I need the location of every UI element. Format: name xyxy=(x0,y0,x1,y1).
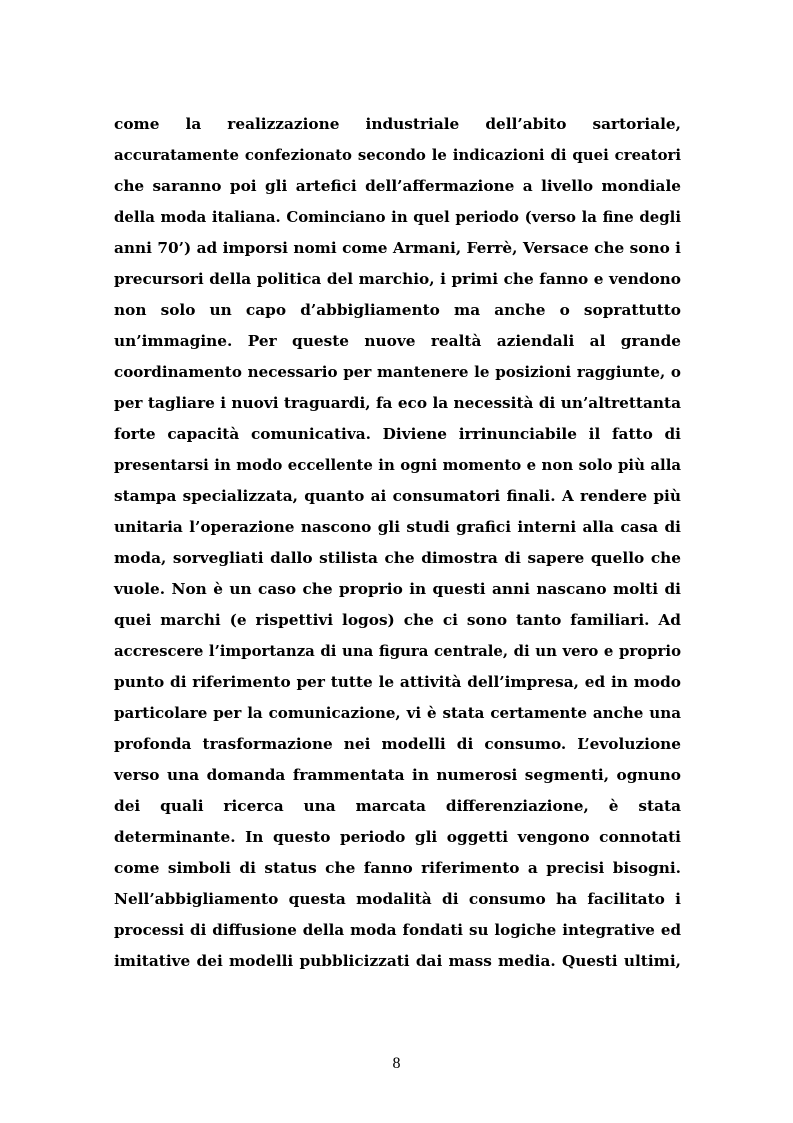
text-line: accuratamente confezionato secondo le indicazioni di quei creatori xyxy=(114,146,681,164)
page-number: 8 xyxy=(392,1055,401,1072)
text-line: particolare per la comunicazione, vi è stata certamente anche una xyxy=(114,704,681,722)
text-line: stampa specializzata, quanto ai consumatori finali. A rendere più xyxy=(114,487,681,505)
text-line: anni 70’) ad imporsi nomi come Armani, Ferrè, Versace che sono i xyxy=(114,239,681,257)
text-line: coordinamento necessario per mantenere le posizioni raggiunte, o xyxy=(114,363,681,381)
text-line: punto di riferimento per tutte le attività dell’impresa, ed in modo xyxy=(114,673,681,691)
body-paragraph xyxy=(114,109,681,977)
text-line: precursori della politica del marchio, i primi che fanno e vendono xyxy=(114,270,681,288)
text-line: come la realizzazione industriale dell’abito sartoriale, xyxy=(114,115,681,133)
text-line: determinante. In questo periodo gli oggetti vengono connotati xyxy=(114,828,681,846)
text-line: forte capacità comunicativa. Diviene irrinunciabile il fatto di xyxy=(114,425,681,443)
text-line: quei marchi (e rispettivi logos) che ci sono tanto familiari. Ad xyxy=(114,611,681,629)
text-line: Nell’abbigliamento questa modalità di consumo ha facilitato i xyxy=(114,890,681,908)
text-line: moda, sorvegliati dallo stilista che dimostra di sapere quello che xyxy=(114,549,681,567)
text-line: profonda trasformazione nei modelli di consumo. L’evoluzione xyxy=(114,735,681,753)
text-line: un’immagine. Per queste nuove realtà aziendali al grande xyxy=(114,332,681,350)
text-line: come simboli di status che fanno riferimento a precisi bisogni. xyxy=(114,859,681,877)
text-line: presentarsi in modo eccellente in ogni momento e non solo più alla xyxy=(114,456,681,474)
text-line: imitative dei modelli pubblicizzati dai mass media. Questi ultimi, xyxy=(114,952,681,970)
text-line: per tagliare i nuovi traguardi, fa eco la necessità di un’altrettanta xyxy=(114,394,681,412)
text-line: verso una domanda frammentata in numerosi segmenti, ognuno xyxy=(114,766,681,784)
text-line: accrescere l’importanza di una figura centrale, di un vero e proprio xyxy=(114,642,681,660)
text-line: unitaria l’operazione nascono gli studi grafici interni alla casa di xyxy=(114,518,681,536)
text-line: che saranno poi gli artefici dell’affermazione a livello mondiale xyxy=(114,177,681,195)
text-line: della moda italiana. Cominciano in quel periodo (verso la fine degli xyxy=(114,208,681,226)
text-line: processi di diffusione della moda fondati su logiche integrative ed xyxy=(114,921,681,939)
text-line: non solo un capo d’abbigliamento ma anche o soprattutto xyxy=(114,301,681,319)
text-line: vuole. Non è un caso che proprio in questi anni nascano molti di xyxy=(114,580,681,598)
text-line: dei quali ricerca una marcata differenziazione, è stata xyxy=(114,797,681,815)
